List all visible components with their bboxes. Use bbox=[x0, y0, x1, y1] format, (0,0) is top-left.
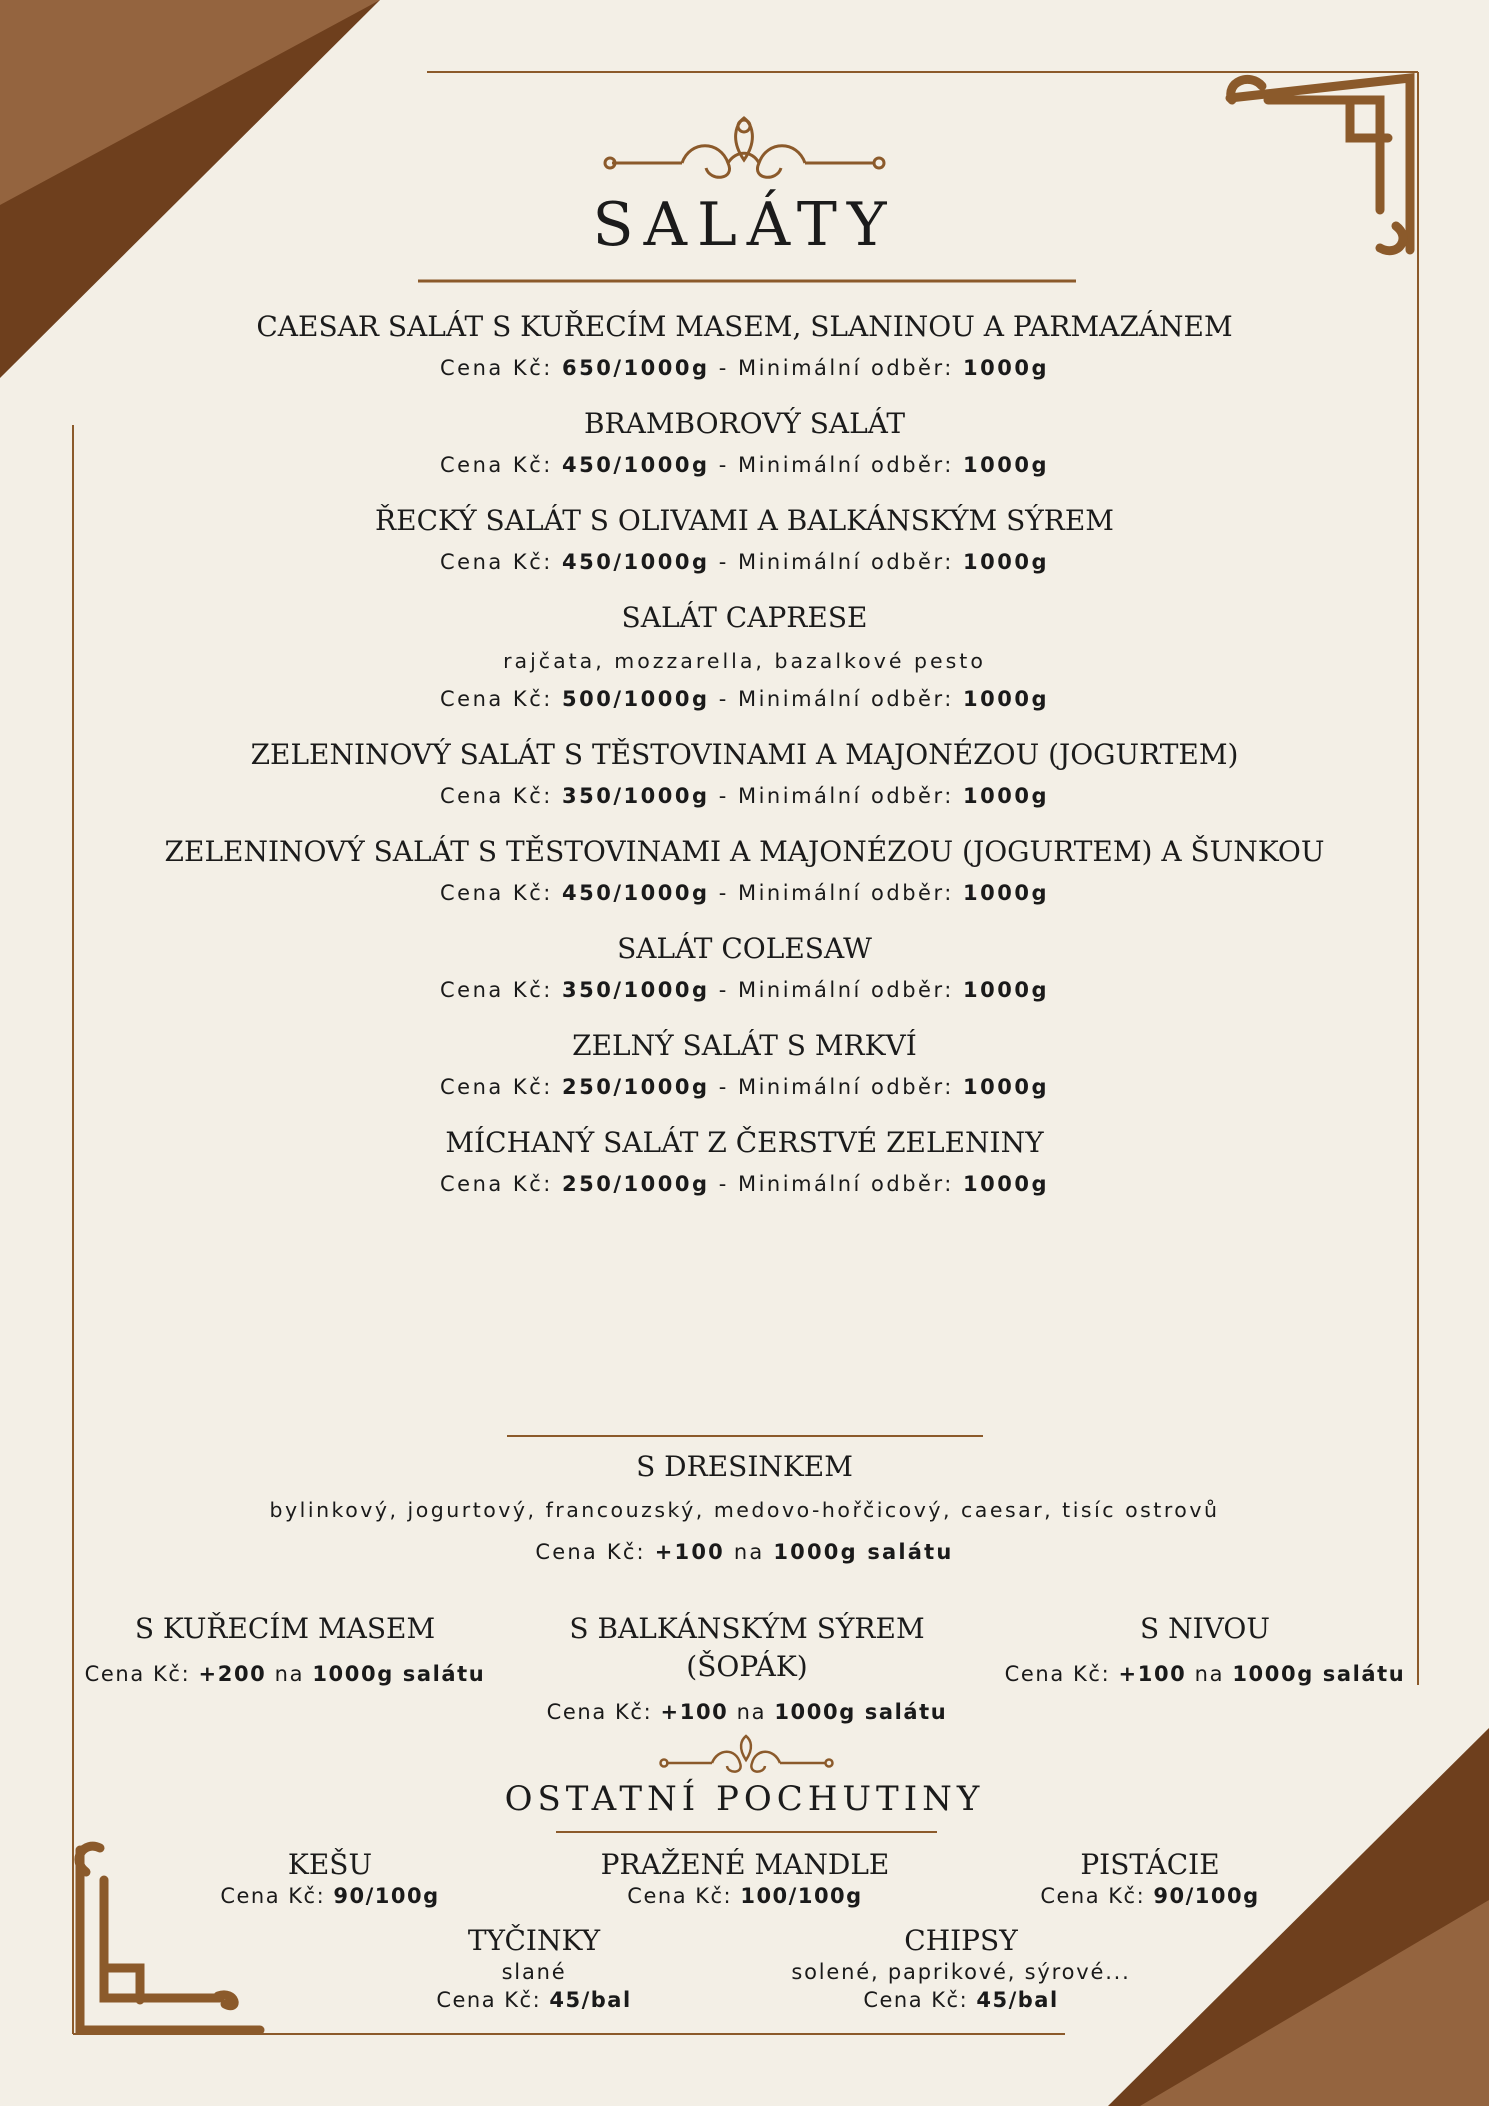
dressing-connector: na bbox=[733, 1540, 765, 1564]
snack-price: 45/bal bbox=[549, 1988, 632, 2012]
price-prefix: Cena Kč: bbox=[546, 1700, 653, 1724]
addon-per: 1000g salátu bbox=[312, 1662, 486, 1686]
item-price-line bbox=[0, 877, 1489, 909]
addon-item bbox=[522, 1610, 972, 1728]
dressing-price: +100 bbox=[654, 1540, 725, 1564]
menu-item bbox=[0, 405, 1489, 481]
addon-price-line bbox=[522, 1696, 972, 1728]
snack-price: 90/100g bbox=[333, 1884, 440, 1908]
price-prefix: Cena Kč: bbox=[863, 1988, 969, 2012]
salad-list bbox=[0, 308, 1489, 1221]
item-name: ZELENINOVÝ SALÁT S TĚSTOVINAMI A MAJONÉZOU (JOGURTEM) A ŠUNKOU bbox=[164, 835, 1325, 868]
min-label: - Minimální odběr: bbox=[718, 1075, 954, 1099]
menu-item bbox=[0, 599, 1489, 715]
min-label: - Minimální odběr: bbox=[718, 1172, 954, 1196]
item-price: 650/1000g bbox=[562, 356, 710, 380]
item-price: 250/1000g bbox=[562, 1075, 710, 1099]
addon-item bbox=[70, 1610, 500, 1690]
price-prefix: Cena Kč: bbox=[220, 1884, 326, 1908]
addon-price: +100 bbox=[1118, 1662, 1187, 1686]
snack-name: PRAŽENÉ MANDLE bbox=[600, 1848, 890, 1881]
snack-price-line bbox=[761, 1986, 1161, 2014]
section-ornament bbox=[661, 1736, 833, 1772]
addon-name: S KUŘECÍM MASEM bbox=[134, 1612, 436, 1645]
snack-price: 45/bal bbox=[976, 1988, 1059, 2012]
price-prefix: Cena Kč: bbox=[440, 784, 553, 808]
item-name: ZELENINOVÝ SALÁT S TĚSTOVINAMI A MAJONÉZOU (JOGURTEM) bbox=[250, 738, 1239, 771]
item-min: 1000g bbox=[963, 453, 1049, 477]
addon-name: S NIVOU bbox=[1140, 1612, 1270, 1645]
item-price-line bbox=[0, 780, 1489, 812]
addon-price-line bbox=[70, 1658, 500, 1690]
snack-item bbox=[180, 1848, 480, 1910]
min-label: - Minimální odběr: bbox=[718, 978, 954, 1002]
menu-item bbox=[0, 833, 1489, 909]
price-prefix: Cena Kč: bbox=[1040, 1884, 1146, 1908]
dressing-list: bylinkový, jogurtový, francouzský, medovo-hořčicový, caesar, tisíc ostrovů bbox=[269, 1498, 1220, 1522]
snack-price-line bbox=[180, 1882, 480, 1910]
price-prefix: Cena Kč: bbox=[440, 356, 553, 380]
menu-item bbox=[0, 308, 1489, 384]
snack-price: 90/100g bbox=[1153, 1884, 1260, 1908]
dressing-section bbox=[0, 1448, 1489, 1568]
snack-price-line bbox=[1000, 1882, 1300, 1910]
addon-connector: na bbox=[736, 1700, 767, 1724]
price-prefix: Cena Kč: bbox=[535, 1540, 646, 1564]
item-price-line bbox=[0, 449, 1489, 481]
other-section-title: OSTATNÍ POCHUTINY bbox=[504, 1779, 985, 1819]
addon-connector: na bbox=[274, 1662, 305, 1686]
min-label: - Minimální odběr: bbox=[718, 453, 954, 477]
menu-item bbox=[0, 502, 1489, 578]
snack-note: slané bbox=[501, 1960, 567, 1984]
price-prefix: Cena Kč: bbox=[440, 1172, 553, 1196]
price-prefix: Cena Kč: bbox=[84, 1662, 191, 1686]
snack-name: KEŠU bbox=[287, 1848, 373, 1881]
item-price-line bbox=[0, 1071, 1489, 1103]
price-prefix: Cena Kč: bbox=[440, 1075, 553, 1099]
snack-item bbox=[570, 1848, 920, 1910]
price-prefix: Cena Kč: bbox=[440, 978, 553, 1002]
min-label: - Minimální odběr: bbox=[718, 687, 954, 711]
snack-price-line bbox=[570, 1882, 920, 1910]
item-price-line bbox=[0, 352, 1489, 384]
item-min: 1000g bbox=[963, 550, 1049, 574]
item-min: 1000g bbox=[963, 356, 1049, 380]
addon-name: S BALKÁNSKÝM SÝREM (ŠOPÁK) bbox=[569, 1612, 925, 1683]
item-price: 350/1000g bbox=[562, 978, 710, 1002]
item-price-line bbox=[0, 1168, 1489, 1200]
price-prefix: Cena Kč: bbox=[627, 1884, 733, 1908]
dressing-name: S DRESINKEM bbox=[636, 1450, 853, 1483]
item-min: 1000g bbox=[963, 784, 1049, 808]
item-name: BRAMBOROVÝ SALÁT bbox=[583, 407, 906, 440]
item-name: SALÁT CAPRESE bbox=[621, 601, 868, 634]
price-prefix: Cena Kč: bbox=[436, 1988, 542, 2012]
page-title: SALÁTY bbox=[592, 190, 897, 260]
item-price: 450/1000g bbox=[562, 550, 710, 574]
price-prefix: Cena Kč: bbox=[440, 550, 553, 574]
menu-item bbox=[0, 736, 1489, 812]
addon-per: 1000g salátu bbox=[1232, 1662, 1406, 1686]
item-price-line bbox=[0, 974, 1489, 1006]
item-price-line bbox=[0, 683, 1489, 715]
addon-price: +100 bbox=[660, 1700, 729, 1724]
item-description: rajčata, mozzarella, bazalkové pesto bbox=[503, 649, 986, 673]
item-price-line bbox=[0, 546, 1489, 578]
min-label: - Minimální odběr: bbox=[718, 881, 954, 905]
price-prefix: Cena Kč: bbox=[440, 453, 553, 477]
item-name: MÍCHANÝ SALÁT Z ČERSTVÉ ZELENINY bbox=[445, 1126, 1044, 1159]
snack-price: 100/100g bbox=[740, 1884, 863, 1908]
item-price: 350/1000g bbox=[562, 784, 710, 808]
snack-price-line bbox=[384, 1986, 684, 2014]
price-prefix: Cena Kč: bbox=[440, 881, 553, 905]
item-name: ZELNÝ SALÁT S MRKVÍ bbox=[572, 1029, 917, 1062]
snack-item bbox=[761, 1924, 1161, 2014]
snack-item bbox=[1000, 1848, 1300, 1910]
item-price: 250/1000g bbox=[562, 1172, 710, 1196]
dressing-per: 1000g salátu bbox=[773, 1540, 954, 1564]
addon-connector: na bbox=[1194, 1662, 1225, 1686]
item-name: SALÁT COLESAW bbox=[617, 932, 872, 965]
menu-item bbox=[0, 1124, 1489, 1200]
price-prefix: Cena Kč: bbox=[1004, 1662, 1111, 1686]
title-ornament bbox=[605, 118, 884, 177]
price-prefix: Cena Kč: bbox=[440, 687, 553, 711]
snack-note: solené, paprikové, sýrové... bbox=[791, 1960, 1131, 1984]
menu-item bbox=[0, 1027, 1489, 1103]
addon-price: +200 bbox=[198, 1662, 267, 1686]
item-price: 450/1000g bbox=[562, 881, 710, 905]
item-price: 450/1000g bbox=[562, 453, 710, 477]
min-label: - Minimální odběr: bbox=[718, 356, 954, 380]
item-min: 1000g bbox=[963, 1075, 1049, 1099]
addon-item bbox=[990, 1610, 1420, 1690]
item-min: 1000g bbox=[963, 978, 1049, 1002]
snack-name: PISTÁCIE bbox=[1080, 1848, 1220, 1881]
min-label: - Minimální odběr: bbox=[718, 784, 954, 808]
item-name: CAESAR SALÁT S KUŘECÍM MASEM, SLANINOU A PARMAZÁNEM bbox=[256, 310, 1233, 343]
menu-item bbox=[0, 930, 1489, 1006]
item-min: 1000g bbox=[963, 1172, 1049, 1196]
addon-price-line bbox=[990, 1658, 1420, 1690]
item-min: 1000g bbox=[963, 687, 1049, 711]
dressing-price-line bbox=[0, 1536, 1489, 1568]
item-min: 1000g bbox=[963, 881, 1049, 905]
addon-per: 1000g salátu bbox=[774, 1700, 948, 1724]
min-label: - Minimální odběr: bbox=[718, 550, 954, 574]
item-name: ŘECKÝ SALÁT S OLIVAMI A BALKÁNSKÝM SÝREM bbox=[375, 504, 1114, 537]
snack-name: TYČINKY bbox=[467, 1924, 601, 1957]
item-price: 500/1000g bbox=[562, 687, 710, 711]
snack-name: CHIPSY bbox=[904, 1924, 1018, 1957]
snack-item bbox=[384, 1924, 684, 2014]
